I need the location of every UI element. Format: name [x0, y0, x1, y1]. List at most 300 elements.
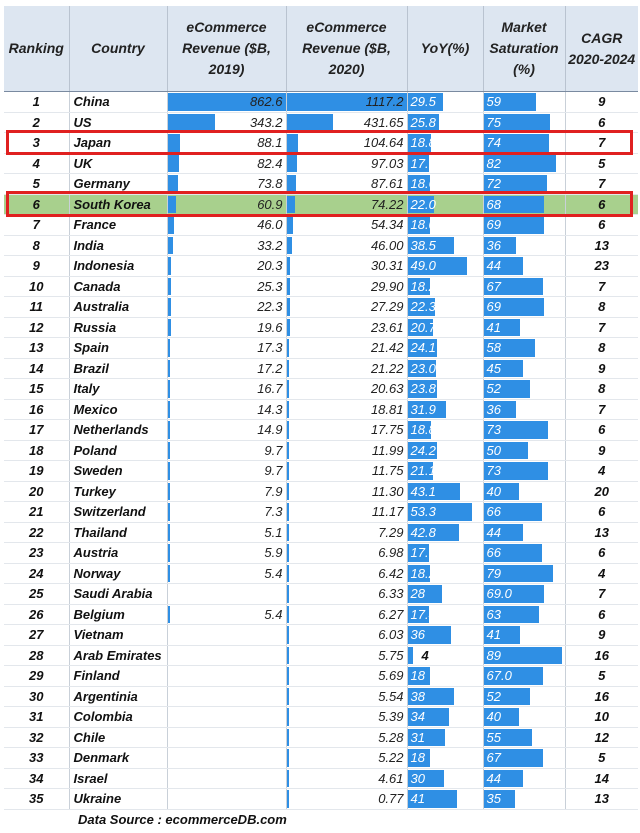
ecommerce-ranking-table [4, 6, 638, 810]
market-saturation-value: 44 [486, 258, 501, 274]
cagr-cell: 8 [565, 297, 638, 318]
revenue-2020-cell [286, 358, 407, 379]
market-saturation-cell [483, 625, 565, 646]
market-saturation-value: 59 [486, 94, 501, 110]
yoy-value: 18 [410, 668, 425, 684]
revenue-2019-cell [167, 215, 286, 236]
market-saturation-cell [483, 276, 565, 297]
revenue-2020-value: 104.64 [363, 135, 404, 151]
yoy-cell [407, 584, 483, 605]
market-saturation-value: 45 [486, 360, 501, 376]
yoy-cell [407, 727, 483, 748]
market-saturation-value: 35 [486, 791, 501, 807]
market-saturation-cell [483, 563, 565, 584]
yoy-value: 43.1 [410, 483, 436, 499]
rank-cell: 24 [4, 563, 69, 584]
market-saturation-cell [483, 112, 565, 133]
market-saturation-cell [483, 604, 565, 625]
yoy-value: 4 [421, 647, 429, 663]
revenue-2019-value: 14.9 [257, 422, 283, 438]
country-cell: China [69, 92, 167, 113]
header-revenue-2019: eCommerce Revenue ($B, 2019) [167, 6, 286, 92]
yoy-cell [407, 789, 483, 810]
revenue-2020-value: 4.61 [378, 770, 404, 786]
revenue-2020-cell [286, 194, 407, 215]
market-saturation-cell [483, 153, 565, 174]
rank-cell: 15 [4, 379, 69, 400]
yoy-value: 29.5 [410, 94, 436, 110]
revenue-2020-value: 23.61 [370, 319, 404, 335]
country-cell: Netherlands [69, 420, 167, 441]
country-cell: US [69, 112, 167, 133]
rank-cell: 31 [4, 707, 69, 728]
market-saturation-value: 67 [486, 278, 501, 294]
revenue-2020-cell [286, 666, 407, 687]
revenue-2019-value: 17.3 [257, 340, 283, 356]
market-saturation-value: 41 [486, 627, 501, 643]
revenue-2020-value: 0.77 [378, 791, 404, 807]
rank-cell: 9 [4, 256, 69, 277]
table-row [4, 645, 638, 666]
rank-cell: 17 [4, 420, 69, 441]
country-cell: Turkey [69, 481, 167, 502]
country-cell: Denmark [69, 748, 167, 769]
header-country: Country [69, 6, 167, 92]
revenue-2019-cell [167, 440, 286, 461]
revenue-2020-value: 11.99 [371, 442, 404, 458]
market-saturation-cell [483, 666, 565, 687]
revenue-2020-value: 11.30 [371, 483, 404, 499]
market-saturation-cell [483, 399, 565, 420]
market-saturation-value: 52 [486, 688, 501, 704]
yoy-value: 38 [410, 688, 425, 704]
table-row [4, 215, 638, 236]
yoy-cell [407, 707, 483, 728]
market-saturation-value: 82 [486, 155, 501, 171]
table-row [4, 543, 638, 564]
revenue-2019-cell [167, 174, 286, 195]
revenue-2020-cell [286, 461, 407, 482]
country-cell: Mexico [69, 399, 167, 420]
table-row [4, 461, 638, 482]
rank-cell: 20 [4, 481, 69, 502]
rank-cell: 27 [4, 625, 69, 646]
yoy-value: 42.8 [410, 524, 436, 540]
yoy-value: 36 [410, 627, 425, 643]
table-row [4, 748, 638, 769]
yoy-value: 17.4 [410, 606, 436, 622]
yoy-value: 18.0 [410, 217, 436, 233]
header-ranking: Ranking [4, 6, 69, 92]
cagr-cell: 5 [565, 666, 638, 687]
yoy-cell [407, 358, 483, 379]
market-saturation-cell [483, 297, 565, 318]
yoy-value: 30 [410, 770, 425, 786]
cagr-cell: 9 [565, 440, 638, 461]
revenue-2020-value: 17.75 [370, 422, 404, 438]
revenue-2019-cell [167, 522, 286, 543]
cagr-cell: 8 [565, 379, 638, 400]
revenue-2020-value: 30.31 [370, 258, 404, 274]
yoy-cell [407, 563, 483, 584]
market-saturation-cell [483, 194, 565, 215]
rank-cell: 8 [4, 235, 69, 256]
revenue-2019-value: 82.4 [257, 155, 283, 171]
market-saturation-value: 63 [486, 606, 501, 622]
market-saturation-value: 89 [486, 647, 501, 663]
table-row [4, 707, 638, 728]
revenue-2019-cell [167, 235, 286, 256]
market-saturation-value: 72 [486, 176, 501, 192]
market-saturation-cell [483, 645, 565, 666]
yoy-cell [407, 174, 483, 195]
market-saturation-value: 69 [486, 299, 501, 315]
rank-cell: 19 [4, 461, 69, 482]
table-row [4, 174, 638, 195]
cagr-cell: 14 [565, 768, 638, 789]
rank-cell: 34 [4, 768, 69, 789]
country-cell: Israel [69, 768, 167, 789]
revenue-2020-value: 11.17 [371, 504, 404, 520]
revenue-2020-cell [286, 686, 407, 707]
yoy-cell [407, 235, 483, 256]
market-saturation-cell [483, 768, 565, 789]
revenue-2019-value: 73.8 [257, 176, 283, 192]
revenue-2019-cell [167, 789, 286, 810]
cagr-cell: 23 [565, 256, 638, 277]
market-saturation-cell [483, 584, 565, 605]
market-saturation-cell [483, 338, 565, 359]
cagr-cell: 5 [565, 153, 638, 174]
rank-cell: 23 [4, 543, 69, 564]
revenue-2020-cell [286, 502, 407, 523]
market-saturation-value: 66 [486, 545, 501, 561]
country-cell: Poland [69, 440, 167, 461]
rank-cell: 1 [4, 92, 69, 113]
revenue-2020-cell [286, 399, 407, 420]
yoy-value: 17.5 [410, 545, 436, 561]
rank-cell: 2 [4, 112, 69, 133]
rank-cell: 4 [4, 153, 69, 174]
table-row [4, 297, 638, 318]
revenue-2020-cell [286, 174, 407, 195]
table-row [4, 727, 638, 748]
revenue-2019-value: 25.3 [257, 278, 283, 294]
rank-cell: 12 [4, 317, 69, 338]
revenue-2019-value: 14.3 [257, 401, 283, 417]
market-saturation-cell [483, 543, 565, 564]
revenue-2020-cell [286, 748, 407, 769]
cagr-cell: 10 [565, 707, 638, 728]
market-saturation-value: 69 [486, 217, 501, 233]
revenue-2019-value: 22.3 [257, 299, 283, 315]
country-cell: Norway [69, 563, 167, 584]
country-cell: Sweden [69, 461, 167, 482]
rank-cell: 30 [4, 686, 69, 707]
country-cell: Argentinia [69, 686, 167, 707]
yoy-value: 53.3 [410, 504, 436, 520]
country-cell: Australia [69, 297, 167, 318]
yoy-value: 17.8 [410, 155, 436, 171]
cagr-cell: 16 [565, 686, 638, 707]
market-saturation-cell [483, 379, 565, 400]
revenue-2020-cell [286, 379, 407, 400]
revenue-2019-value: 17.2 [257, 360, 283, 376]
yoy-cell [407, 666, 483, 687]
market-saturation-value: 73 [486, 422, 501, 438]
rank-cell: 18 [4, 440, 69, 461]
revenue-2019-cell [167, 338, 286, 359]
table-row [4, 133, 638, 154]
revenue-2019-cell [167, 604, 286, 625]
revenue-2020-value: 18.81 [370, 401, 404, 417]
revenue-2020-cell [286, 420, 407, 441]
revenue-2020-value: 6.27 [378, 606, 404, 622]
rank-cell: 21 [4, 502, 69, 523]
yoy-value: 24.1 [410, 340, 436, 356]
country-cell: Arab Emirates [69, 645, 167, 666]
rank-cell: 25 [4, 584, 69, 605]
market-saturation-value: 69.0 [486, 586, 512, 602]
market-saturation-cell [483, 440, 565, 461]
revenue-2020-cell [286, 153, 407, 174]
revenue-2019-value: 88.1 [257, 135, 283, 151]
table-row [4, 399, 638, 420]
revenue-2019-value: 9.7 [264, 442, 283, 458]
yoy-cell [407, 645, 483, 666]
country-cell: Chile [69, 727, 167, 748]
revenue-2020-cell [286, 92, 407, 113]
rank-cell: 35 [4, 789, 69, 810]
cagr-cell: 13 [565, 235, 638, 256]
revenue-2020-cell [286, 133, 407, 154]
country-cell: Indonesia [69, 256, 167, 277]
revenue-2019-cell [167, 358, 286, 379]
market-saturation-value: 36 [486, 401, 501, 417]
yoy-cell [407, 604, 483, 625]
yoy-value: 22.0 [410, 196, 436, 212]
cagr-cell: 6 [565, 194, 638, 215]
yoy-cell [407, 420, 483, 441]
revenue-2020-cell [286, 707, 407, 728]
revenue-2019-cell [167, 686, 286, 707]
revenue-2020-cell [286, 112, 407, 133]
country-cell: Spain [69, 338, 167, 359]
yoy-cell [407, 215, 483, 236]
country-cell: Ukraine [69, 789, 167, 810]
market-saturation-value: 40 [486, 709, 501, 725]
country-cell: UK [69, 153, 167, 174]
market-saturation-cell [483, 481, 565, 502]
yoy-cell [407, 194, 483, 215]
revenue-2020-value: 27.29 [370, 299, 404, 315]
market-saturation-value: 73 [486, 463, 501, 479]
revenue-2020-value: 97.03 [370, 155, 404, 171]
revenue-2020-value: 6.33 [378, 586, 404, 602]
yoy-value: 24.2 [410, 442, 436, 458]
country-cell: Austria [69, 543, 167, 564]
revenue-2020-cell [286, 297, 407, 318]
revenue-2020-value: 5.22 [378, 750, 404, 766]
revenue-2020-value: 20.63 [370, 381, 404, 397]
market-saturation-cell [483, 92, 565, 113]
market-saturation-value: 58 [486, 340, 501, 356]
country-cell: Canada [69, 276, 167, 297]
market-saturation-value: 67.0 [486, 668, 512, 684]
revenue-2019-value: 5.1 [264, 524, 283, 540]
cagr-cell: 5 [565, 748, 638, 769]
yoy-cell [407, 153, 483, 174]
table-row [4, 276, 638, 297]
country-cell: Belgium [69, 604, 167, 625]
yoy-value: 34 [410, 709, 425, 725]
yoy-value: 23.8 [410, 381, 436, 397]
yoy-cell [407, 297, 483, 318]
yoy-cell [407, 379, 483, 400]
revenue-2019-value: 862.6 [249, 94, 283, 110]
cagr-cell: 9 [565, 92, 638, 113]
table-row [4, 604, 638, 625]
cagr-cell: 7 [565, 399, 638, 420]
header-revenue-2020: eCommerce Revenue ($B, 2020) [286, 6, 407, 92]
yoy-cell [407, 522, 483, 543]
revenue-2019-cell [167, 420, 286, 441]
revenue-2020-cell [286, 440, 407, 461]
market-saturation-cell [483, 727, 565, 748]
revenue-2019-value: 7.9 [264, 483, 283, 499]
yoy-value: 31 [410, 729, 425, 745]
yoy-value: 18.6 [410, 176, 436, 192]
revenue-2019-cell [167, 153, 286, 174]
revenue-2019-cell [167, 256, 286, 277]
yoy-value: 18 [410, 750, 425, 766]
revenue-2020-cell [286, 276, 407, 297]
yoy-value: 22.3 [410, 299, 436, 315]
table-row [4, 358, 638, 379]
revenue-2019-value: 7.3 [264, 504, 283, 520]
revenue-2020-value: 74.22 [370, 196, 404, 212]
market-saturation-cell [483, 235, 565, 256]
revenue-2020-value: 5.28 [378, 729, 404, 745]
revenue-2019-cell [167, 502, 286, 523]
country-cell: Italy [69, 379, 167, 400]
revenue-2020-value: 11.75 [371, 463, 404, 479]
table-row [4, 481, 638, 502]
country-cell: South Korea [69, 194, 167, 215]
revenue-2020-value: 5.69 [378, 668, 404, 684]
cagr-cell: 16 [565, 645, 638, 666]
market-saturation-value: 44 [486, 770, 501, 786]
market-saturation-cell [483, 707, 565, 728]
country-cell: Brazil [69, 358, 167, 379]
cagr-cell: 4 [565, 563, 638, 584]
revenue-2019-cell [167, 748, 286, 769]
header-market-saturation: Market Saturation (%) [483, 6, 565, 92]
revenue-2019-value: 5.4 [264, 565, 283, 581]
table-row [4, 625, 638, 646]
cagr-cell: 13 [565, 522, 638, 543]
cagr-cell: 6 [565, 112, 638, 133]
country-cell: Colombia [69, 707, 167, 728]
rank-cell: 10 [4, 276, 69, 297]
market-saturation-value: 41 [486, 319, 501, 335]
revenue-2020-value: 6.03 [378, 627, 404, 643]
yoy-cell [407, 461, 483, 482]
revenue-2019-cell [167, 625, 286, 646]
revenue-2020-value: 21.42 [370, 340, 404, 356]
revenue-2019-value: 33.2 [257, 237, 283, 253]
revenue-2020-cell [286, 543, 407, 564]
table-row [4, 584, 638, 605]
table-row [4, 317, 638, 338]
revenue-2019-value: 9.7 [264, 463, 283, 479]
country-cell: France [69, 215, 167, 236]
revenue-2020-value: 1117.2 [365, 94, 404, 110]
revenue-2019-cell [167, 645, 286, 666]
revenue-2020-value: 6.98 [378, 545, 404, 561]
cagr-cell: 6 [565, 420, 638, 441]
yoy-value: 23.0 [410, 360, 436, 376]
country-cell: Thailand [69, 522, 167, 543]
rank-cell: 11 [4, 297, 69, 318]
cagr-cell: 7 [565, 133, 638, 154]
market-saturation-cell [483, 215, 565, 236]
yoy-cell [407, 686, 483, 707]
cagr-cell: 9 [565, 358, 638, 379]
revenue-2019-value: 343.2 [249, 114, 283, 130]
revenue-2020-cell [286, 338, 407, 359]
cagr-cell: 6 [565, 543, 638, 564]
market-saturation-cell [483, 358, 565, 379]
revenue-2019-value: 46.0 [257, 217, 283, 233]
yoy-cell [407, 481, 483, 502]
market-saturation-value: 52 [486, 381, 501, 397]
header-yoy: YoY(%) [407, 6, 483, 92]
revenue-2020-value: 54.34 [370, 217, 404, 233]
revenue-2020-cell [286, 625, 407, 646]
rank-cell: 16 [4, 399, 69, 420]
revenue-2019-cell [167, 666, 286, 687]
market-saturation-cell [483, 522, 565, 543]
market-saturation-value: 79 [486, 565, 501, 581]
market-saturation-cell [483, 461, 565, 482]
yoy-cell [407, 256, 483, 277]
market-saturation-value: 44 [486, 524, 501, 540]
market-saturation-value: 36 [486, 237, 501, 253]
market-saturation-value: 66 [486, 504, 501, 520]
market-saturation-cell [483, 174, 565, 195]
rank-cell: 7 [4, 215, 69, 236]
country-cell: India [69, 235, 167, 256]
yoy-value: 41 [410, 791, 425, 807]
revenue-2019-cell [167, 481, 286, 502]
revenue-2020-cell [286, 645, 407, 666]
cagr-cell: 6 [565, 215, 638, 236]
table-row [4, 338, 638, 359]
revenue-2019-cell [167, 112, 286, 133]
cagr-cell: 7 [565, 174, 638, 195]
market-saturation-cell [483, 317, 565, 338]
yoy-cell [407, 338, 483, 359]
cagr-cell: 7 [565, 584, 638, 605]
rank-cell: 14 [4, 358, 69, 379]
revenue-2019-value: 5.4 [264, 606, 283, 622]
revenue-2019-cell [167, 584, 286, 605]
revenue-2020-value: 431.65 [363, 114, 404, 130]
yoy-cell [407, 440, 483, 461]
country-cell: Germany [69, 174, 167, 195]
yoy-cell [407, 768, 483, 789]
